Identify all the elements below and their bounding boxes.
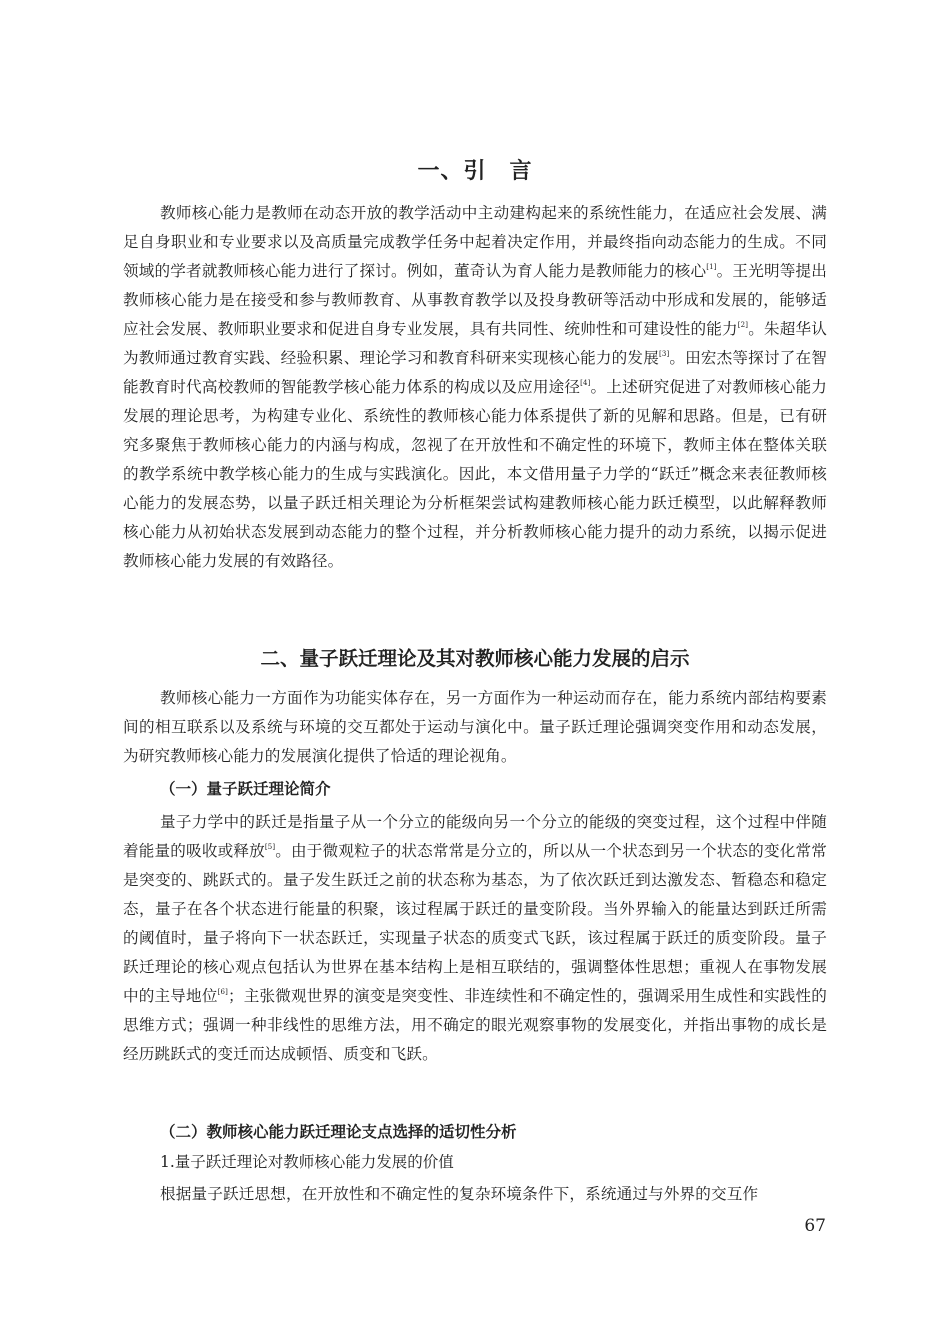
section-2-heading: 二、量子跃迁理论及其对教师核心能力发展的启示 — [260, 647, 690, 670]
section-1-heading: 一、引 言 — [417, 159, 533, 184]
subsection-1-heading: （一）量子跃迁理论简介 — [160, 780, 331, 798]
citation-marker: [2] — [737, 321, 749, 329]
subsection-2-paragraph: 根据量子跃迁思想，在开放性和不确定性的复杂环境条件下，系统通过与外界的交互作 — [160, 1185, 759, 1203]
citation-marker: [3] — [658, 350, 670, 358]
citation-marker: [4] — [580, 379, 591, 387]
subsection-2-heading: （二）教师核心能力跃迁理论支点选择的适切性分析 — [160, 1123, 517, 1141]
citation-marker: [5] — [264, 843, 276, 851]
section-2-intro-paragraph: 教师核心能力一方面作为功能实体存在，另一方面作为一种运动而存在，能力系统内部结构要素间的相互联系以及系统与环境的交互都处于运动与演化中。量子跃迁理论强调突变作用和动态发展，为研究教师核心能力的发展演化提供了恰适的理论视角。 — [123, 689, 827, 765]
subsection-2-item-1-heading: 1.量子跃迁理论对教师核心能力发展的价值 — [160, 1153, 454, 1171]
citation-marker: [6] — [217, 988, 228, 996]
section-1-paragraph: 教师核心能力是教师在动态开放的教学活动中主动建构起来的系统性能力，在适应社会发展、满足自身职业和专业要求以及高质量完成教学任务中起着决定作用，并最终指向动态能力的生成。不同领域的学者就教师核心能力进行了探讨。例如，董奇认为育人能力是教师能力的核心[1]。王光明等提出教师核心能力是在接受和参与教师教育、从事教育教学以及投身教研等活动中形成和发展的，能够适应社会发展、教师职业要求和促进自身专业发展，具有共同性、统帅性和可建设性的能力[2]。朱超华认为教师通过教育实践、经验积累、理论学习和教育科研来实现核心能力的发展[3]。田宏杰等探讨了在智能教育时代高校教师的智能教学核心能力体系的构成以及应用途径[4]。上述研究促进了对教师核心能力发展的理论思考，为构建专业化、系统性的教师核心能力体系提供了新的见解和思路。但是，已有研究多聚焦于教师核心能力的内涵与构成，忽视了在开放性和不确定性的环境下，教师主体在整体关联的教学系统中教学核心能力的生成与实践演化。因此，本文借用量子力学的“跃迁”概念来表征教师核心能力的发展态势，以量子跃迁相关理论为分析框架尝试构建教师核心能力跃迁模型，以此解释教师核心能力从初始状态发展到动态能力的整个过程，并分析教师核心能力提升的动力系统，以揭示促进教师核心能力发展的有效路径。 — [123, 204, 827, 570]
subsection-1-paragraph: 量子力学中的跃迁是指量子从一个分立的能级向另一个分立的能级的突变过程，这个过程中伴随着能量的吸收或释放[5]。由于微观粒子的状态常常是分立的，所以从一个状态到另一个状态的变化常常是突变的、跳跃式的。量子发生跃迁之前的状态称为基态，为了依次跃迁到达激发态、暂稳态和稳定态，量子在各个状态进行能量的积聚，该过程属于跃迁的量变阶段。当外界输入的能量达到跃迁所需的阈值时，量子将向下一状态跃迁，实现量子状态的质变式飞跃，该过程属于跃迁的质变阶段。量子跃迁理论的核心观点包括认为世界在基本结构上是相互联结的，强调整体性思想；重视人在事物发展中的主导地位[6]；主张微观世界的演变是突变性、非连续性和不确定性的，强调采用生成性和实践性的思维方式；强调一种非线性的思维方法，用不确定的眼光观察事物的发展变化，并指出事物的成长是经历跳跃式的变迁而达成顿悟、质变和飞跃。 — [123, 813, 827, 1063]
citation-marker: [1] — [706, 263, 717, 271]
page-number: 67 — [804, 1216, 826, 1236]
